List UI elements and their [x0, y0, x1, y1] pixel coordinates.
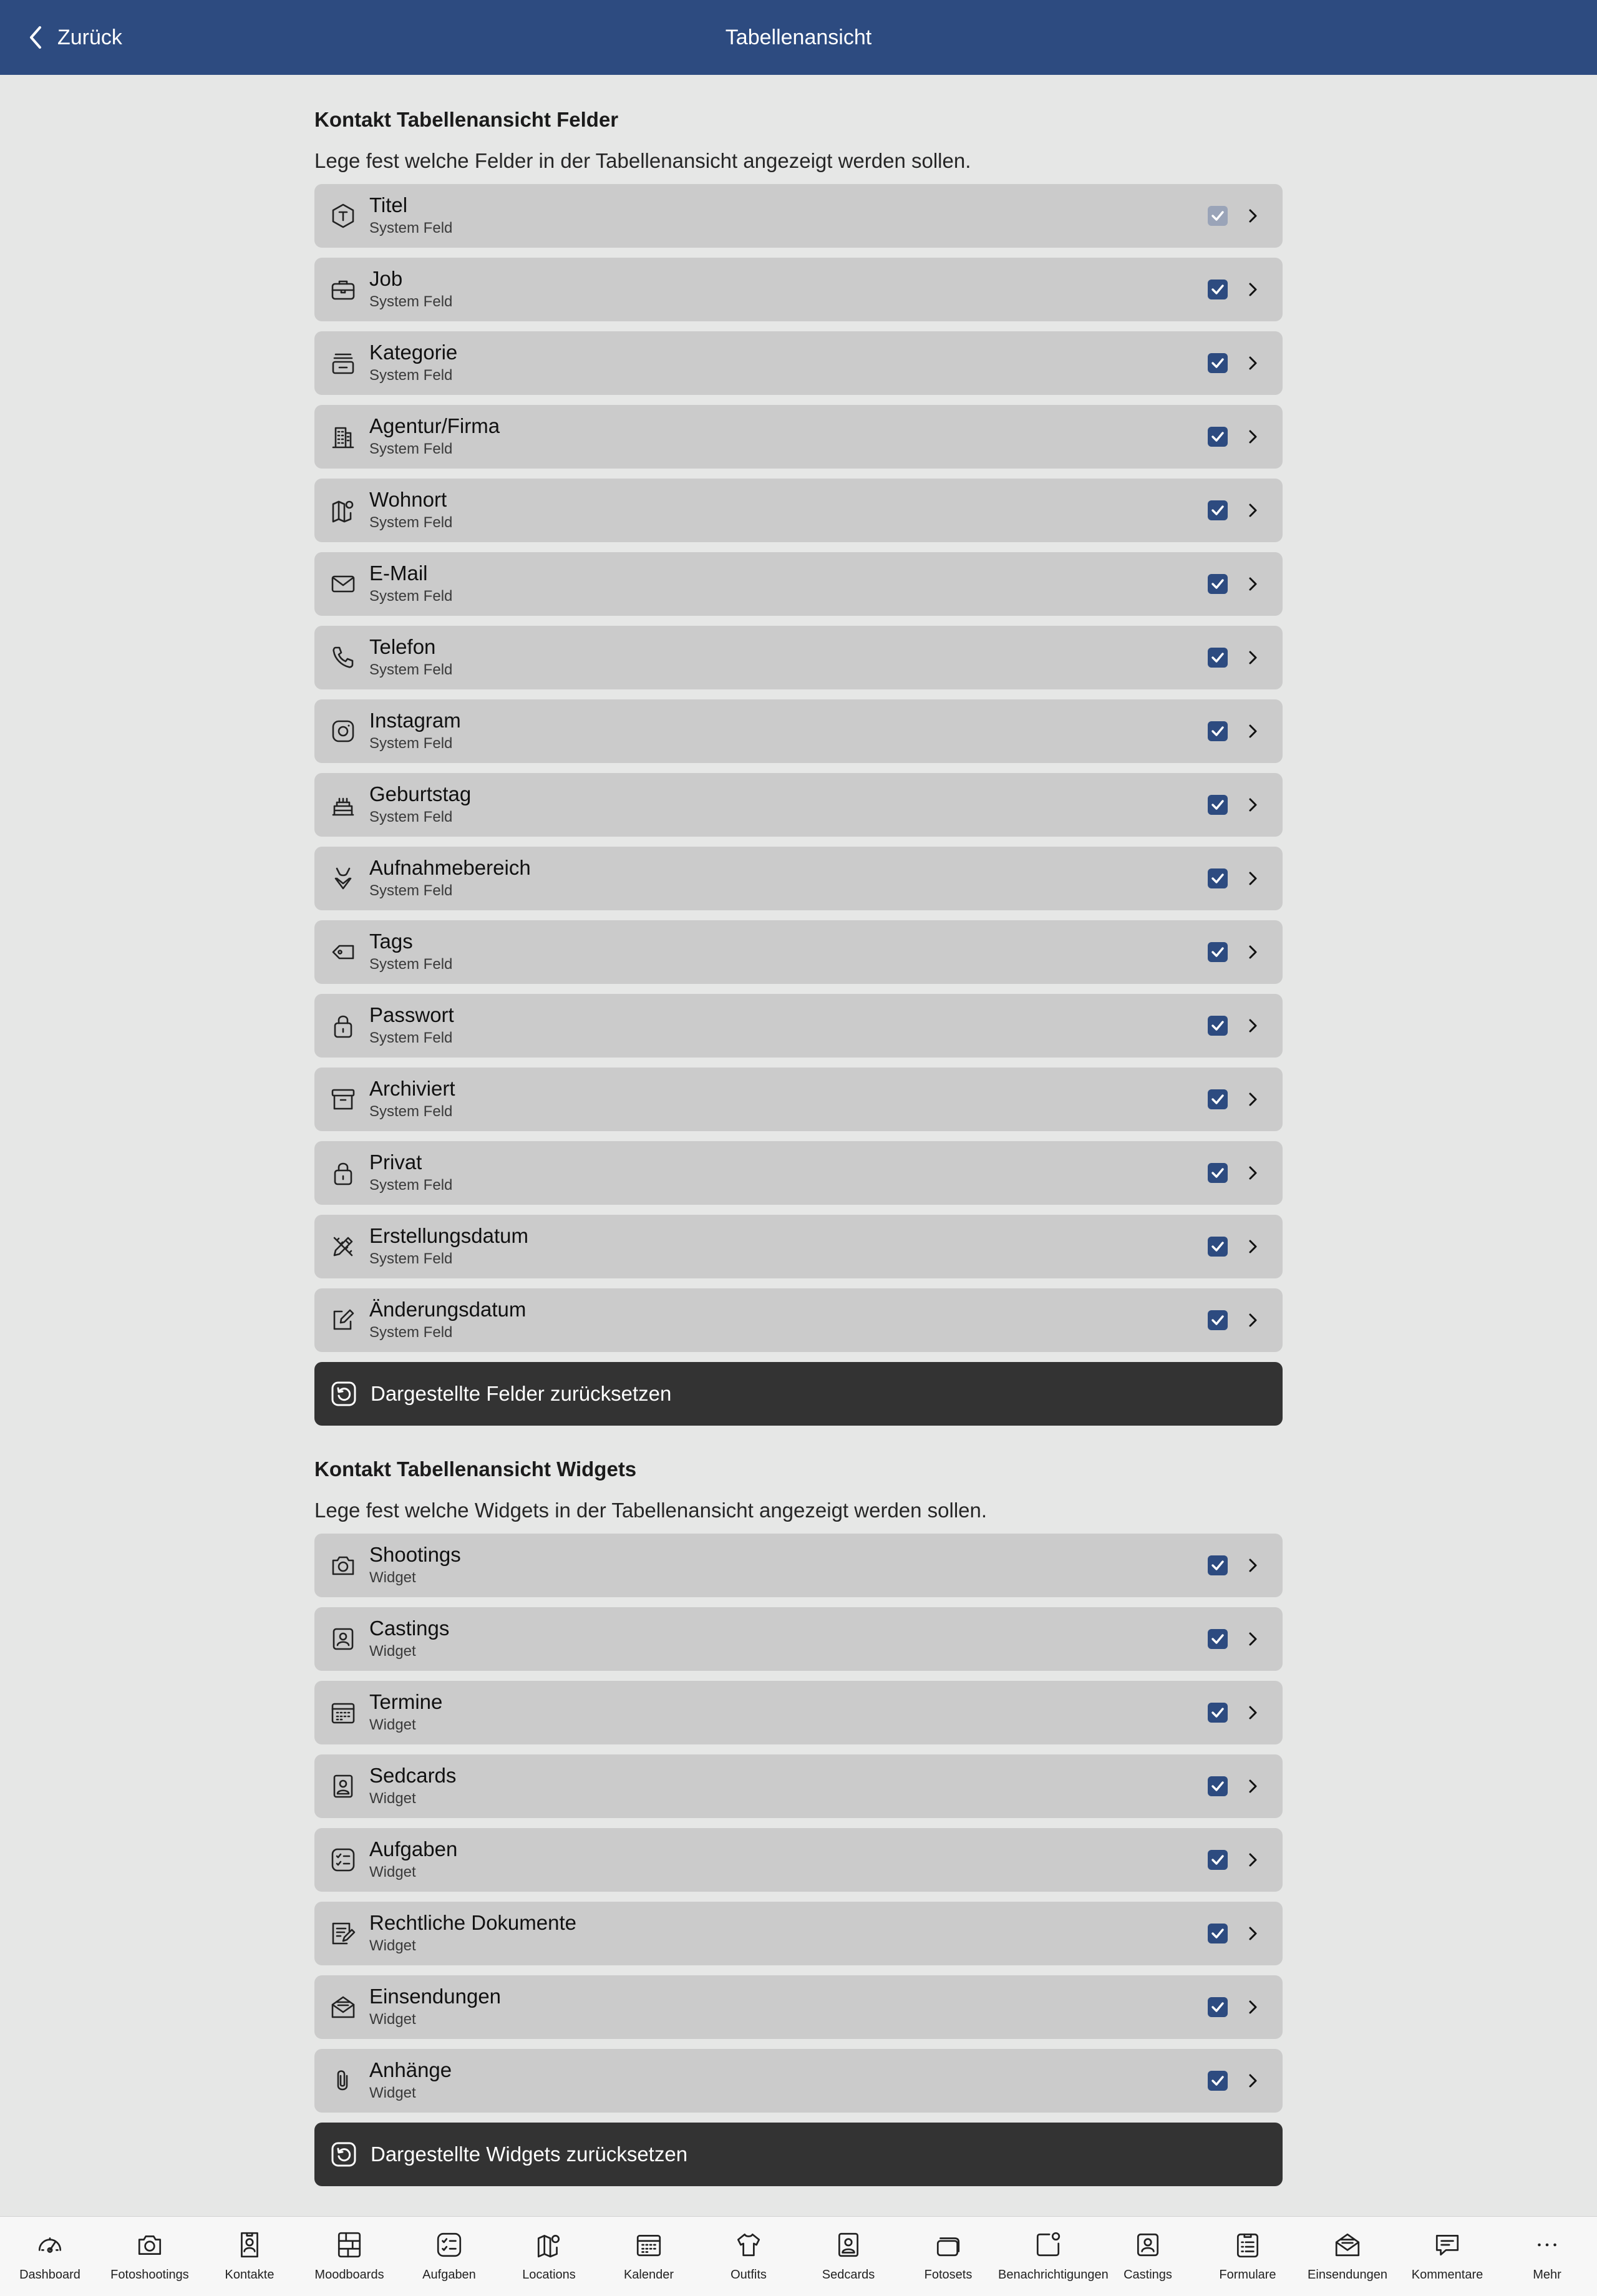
chevron-right-icon[interactable] [1241, 1088, 1264, 1111]
briefcase-icon [329, 276, 357, 303]
page-title: Tabellenansicht [725, 26, 872, 49]
item-sublabel: System Feld [369, 367, 453, 384]
item-checkbox[interactable] [1208, 280, 1228, 299]
list-item[interactable] [314, 920, 1283, 984]
item-label: Shootings [369, 1543, 461, 1566]
shirt-icon [734, 2230, 763, 2259]
list-item[interactable] [314, 1068, 1283, 1131]
tab-label: Castings [1124, 2268, 1172, 2282]
back-label: Zurück [57, 25, 122, 49]
title-icon [329, 202, 357, 230]
item-checkbox[interactable] [1208, 353, 1228, 373]
tab-label: Mehr [1533, 2268, 1561, 2282]
sedcard-icon [329, 1773, 357, 1800]
tab-benachrichtigungen[interactable] [998, 2217, 1109, 2296]
list-item[interactable] [314, 405, 1283, 469]
item-checkbox[interactable] [1208, 721, 1228, 741]
item-label: Anhänge [369, 2058, 452, 2081]
list-item[interactable] [314, 1607, 1283, 1671]
fields-list [314, 184, 1283, 1352]
tab-label: Aufgaben [422, 2268, 476, 2282]
item-checkbox[interactable] [1208, 1850, 1228, 1870]
camera-icon [135, 2230, 164, 2259]
list-item[interactable] [314, 773, 1283, 837]
item-sublabel: Widget [369, 1643, 416, 1660]
tab-label: Einsendungen [1308, 2268, 1387, 2282]
tab-dashboard[interactable] [0, 2217, 100, 2296]
item-sublabel: System Feld [369, 1177, 453, 1194]
document-sign-icon [329, 1920, 357, 1947]
list-item[interactable] [314, 994, 1283, 1058]
tab-mehr[interactable] [1497, 2217, 1597, 2296]
widgets-section-title: Kontakt Tabellenansicht Widgets [314, 1457, 637, 1481]
calendar-icon [634, 2230, 663, 2259]
item-sublabel: System Feld [369, 809, 453, 825]
item-sublabel: System Feld [369, 440, 453, 457]
chevron-right-icon[interactable] [1241, 1014, 1264, 1037]
item-checkbox[interactable] [1208, 648, 1228, 668]
chevron-right-icon[interactable] [1241, 205, 1264, 227]
item-checkbox [1208, 206, 1228, 226]
list-item[interactable] [314, 1534, 1283, 1597]
item-sublabel: System Feld [369, 588, 453, 605]
list-item[interactable] [314, 1828, 1283, 1892]
list-item[interactable] [314, 331, 1283, 395]
contact-icon [235, 2230, 264, 2259]
item-label: Änderungsdatum [369, 1298, 527, 1321]
item-sublabel: System Feld [369, 882, 453, 899]
moodboard-icon [335, 2230, 364, 2259]
lock-icon [329, 1159, 357, 1187]
item-label: Privat [369, 1150, 422, 1174]
tab-label: Fotosets [924, 2268, 973, 2282]
tab-kommentare[interactable] [1397, 2217, 1497, 2296]
tab-aufgaben[interactable] [399, 2217, 499, 2296]
archive-icon [329, 1086, 357, 1113]
chevron-right-icon[interactable] [1241, 1775, 1264, 1797]
item-label: Erstellungsdatum [369, 1224, 528, 1247]
castings-icon [329, 1625, 357, 1653]
chevron-right-icon[interactable] [1241, 1849, 1264, 1871]
list-item[interactable] [314, 258, 1283, 321]
item-checkbox[interactable] [1208, 868, 1228, 888]
edit-icon [329, 1306, 357, 1334]
item-label: Agentur/Firma [369, 414, 500, 437]
reset-fields-label: Dargestellte Felder zurücksetzen [371, 1382, 672, 1405]
reset-icon [331, 1381, 357, 1407]
tab-label: Dashboard [19, 2268, 80, 2282]
item-label: Titel [369, 193, 408, 216]
fields-section-title: Kontakt Tabellenansicht Felder [314, 108, 619, 131]
item-sublabel: System Feld [369, 735, 453, 752]
tab-kontakte[interactable] [200, 2217, 299, 2296]
cake-icon [329, 791, 357, 819]
list-item[interactable] [314, 1902, 1283, 1965]
tab-label: Moodboards [314, 2268, 384, 2282]
tab-fotosets[interactable] [898, 2217, 998, 2296]
chevron-right-icon[interactable] [1241, 1922, 1264, 1945]
tab-label: Kontakte [225, 2268, 274, 2282]
item-label: Passwort [369, 1003, 454, 1026]
item-sublabel: Widget [369, 1569, 416, 1586]
item-sublabel: System Feld [369, 1250, 453, 1267]
item-label: Einsendungen [369, 1985, 502, 2008]
item-sublabel: System Feld [369, 1029, 453, 1046]
chevron-right-icon[interactable] [1241, 867, 1264, 890]
notification-icon [1034, 2230, 1062, 2259]
tab-sedcards[interactable] [798, 2217, 898, 2296]
category-icon [329, 349, 357, 377]
item-label: Rechtliche Dokumente [369, 1911, 576, 1934]
pencil-ruler-icon [329, 1233, 357, 1260]
item-sublabel: Widget [369, 2011, 416, 2028]
item-label: Telefon [369, 635, 436, 658]
chevron-right-icon[interactable] [1241, 352, 1264, 374]
item-checkbox[interactable] [1208, 1163, 1228, 1183]
item-checkbox[interactable] [1208, 1629, 1228, 1649]
item-label: Wohnort [369, 488, 447, 511]
item-sublabel: System Feld [369, 293, 453, 310]
item-sublabel: Widget [369, 1864, 416, 1880]
dashboard-icon [36, 2230, 64, 2259]
tab-label: Formulare [1219, 2268, 1276, 2282]
item-label: Castings [369, 1617, 450, 1640]
item-label: E-Mail [369, 562, 428, 585]
item-checkbox[interactable] [1208, 1016, 1228, 1036]
chevron-right-icon[interactable] [1241, 499, 1264, 522]
chevron-right-icon[interactable] [1241, 2070, 1264, 2092]
item-label: Termine [369, 1690, 443, 1713]
bottom-tab-bar [0, 2216, 1597, 2296]
chevron-right-icon[interactable] [1241, 646, 1264, 669]
item-checkbox[interactable] [1208, 1310, 1228, 1330]
fields-section-description: Lege fest welche Felder in der Tabellenansicht angezeigt werden sollen. [314, 149, 971, 172]
item-sublabel: Widget [369, 1716, 416, 1733]
phone-icon [329, 644, 357, 671]
list-item[interactable] [314, 184, 1283, 248]
tab-label: Kommentare [1411, 2268, 1483, 2282]
list-item[interactable] [314, 1681, 1283, 1744]
instagram-icon [329, 718, 357, 745]
tab-label: Sedcards [822, 2268, 875, 2282]
list-item[interactable] [314, 1288, 1283, 1352]
paperclip-icon [329, 2067, 357, 2094]
item-label: Tags [369, 930, 413, 953]
reset-icon [331, 2141, 357, 2167]
item-checkbox[interactable] [1208, 795, 1228, 815]
photoset-icon [934, 2230, 963, 2259]
tasks-icon [329, 1846, 357, 1874]
item-checkbox[interactable] [1208, 574, 1228, 594]
chevron-right-icon[interactable] [1241, 1996, 1264, 2018]
item-checkbox[interactable] [1208, 1555, 1228, 1575]
chevron-right-icon[interactable] [1241, 1554, 1264, 1577]
tab-label: Locations [522, 2268, 576, 2282]
item-label: Kategorie [369, 341, 458, 364]
tab-label: Benachrichtigungen [998, 2268, 1109, 2282]
chevron-right-icon[interactable] [1241, 1309, 1264, 1331]
form-icon [1233, 2230, 1262, 2259]
comment-icon [1433, 2230, 1462, 2259]
item-sublabel: System Feld [369, 220, 453, 236]
chevron-right-icon[interactable] [1241, 794, 1264, 816]
item-checkbox[interactable] [1208, 1703, 1228, 1723]
tab-label: Kalender [623, 2268, 674, 2282]
chevron-right-icon[interactable] [1241, 1701, 1264, 1724]
item-label: Aufnahmebereich [369, 856, 531, 879]
item-sublabel: System Feld [369, 661, 453, 678]
reset-widgets-label: Dargestellte Widgets zurücksetzen [371, 2143, 688, 2166]
mail-icon [329, 570, 357, 598]
tag-icon [329, 938, 357, 966]
calendar-icon [329, 1699, 357, 1726]
item-checkbox[interactable] [1208, 1776, 1228, 1796]
chevron-right-icon[interactable] [1241, 1235, 1264, 1258]
chevron-right-icon[interactable] [1241, 573, 1264, 595]
mail-open-icon [1333, 2230, 1362, 2259]
item-checkbox[interactable] [1208, 427, 1228, 447]
list-item[interactable] [314, 699, 1283, 763]
list-item[interactable] [314, 1215, 1283, 1278]
item-checkbox[interactable] [1208, 1237, 1228, 1257]
tab-castings[interactable] [1098, 2217, 1198, 2296]
item-checkbox[interactable] [1208, 1997, 1228, 2017]
list-item[interactable] [314, 1141, 1283, 1205]
item-label: Instagram [369, 709, 461, 732]
top-navigation-bar [0, 0, 1597, 75]
reset-fields-button[interactable] [314, 1362, 1283, 1426]
item-sublabel: System Feld [369, 956, 453, 973]
item-label: Job [369, 267, 403, 290]
list-item[interactable] [314, 2049, 1283, 2113]
tab-formulare[interactable] [1198, 2217, 1298, 2296]
lock-icon [329, 1012, 357, 1039]
item-sublabel: System Feld [369, 514, 453, 531]
item-label: Archiviert [369, 1077, 455, 1100]
castings-icon [1133, 2230, 1162, 2259]
chevron-right-icon[interactable] [1241, 278, 1264, 301]
item-checkbox[interactable] [1208, 1924, 1228, 1943]
tab-outfits[interactable] [699, 2217, 798, 2296]
item-checkbox[interactable] [1208, 942, 1228, 962]
item-sublabel: Widget [369, 1937, 416, 1954]
item-label: Geburtstag [369, 782, 472, 805]
chevron-right-icon[interactable] [1241, 1628, 1264, 1650]
item-sublabel: System Feld [369, 1324, 453, 1341]
list-item[interactable] [314, 479, 1283, 542]
item-checkbox[interactable] [1208, 1089, 1228, 1109]
more-icon [1533, 2230, 1561, 2259]
item-sublabel: Widget [369, 2084, 416, 2101]
chevron-right-icon[interactable] [1241, 1162, 1264, 1184]
item-label: Aufgaben [369, 1837, 458, 1861]
map-icon [329, 497, 357, 524]
main-content [314, 75, 1283, 2186]
item-sublabel: Widget [369, 1790, 416, 1807]
chevron-right-icon[interactable] [1241, 941, 1264, 963]
chevron-right-icon[interactable] [1241, 720, 1264, 742]
tab-label: Outfits [731, 2268, 767, 2282]
item-checkbox[interactable] [1208, 500, 1228, 520]
sedcard-icon [834, 2230, 863, 2259]
list-item[interactable] [314, 552, 1283, 616]
reset-widgets-button[interactable] [314, 2123, 1283, 2186]
list-item[interactable] [314, 1754, 1283, 1818]
widgets-list [314, 1534, 1283, 2113]
tab-kalender[interactable] [599, 2217, 699, 2296]
swimsuit-icon [329, 865, 357, 892]
item-label: Sedcards [369, 1764, 457, 1787]
list-item[interactable] [314, 626, 1283, 689]
tab-label: Fotoshootings [110, 2268, 189, 2282]
tab-einsendungen[interactable] [1298, 2217, 1397, 2296]
map-icon [535, 2230, 563, 2259]
list-item[interactable] [314, 1975, 1283, 2039]
tab-moodboards[interactable] [299, 2217, 399, 2296]
item-checkbox[interactable] [1208, 2071, 1228, 2091]
tasks-icon [435, 2230, 464, 2259]
building-icon [329, 423, 357, 450]
camera-icon [329, 1552, 357, 1579]
mail-open-icon [329, 1993, 357, 2021]
tab-locations[interactable] [499, 2217, 599, 2296]
item-sublabel: System Feld [369, 1103, 453, 1120]
tab-fotoshootings[interactable] [100, 2217, 200, 2296]
list-item[interactable] [314, 847, 1283, 910]
widgets-section-description: Lege fest welche Widgets in der Tabellenansicht angezeigt werden sollen. [314, 1499, 988, 1522]
chevron-right-icon[interactable] [1241, 426, 1264, 448]
